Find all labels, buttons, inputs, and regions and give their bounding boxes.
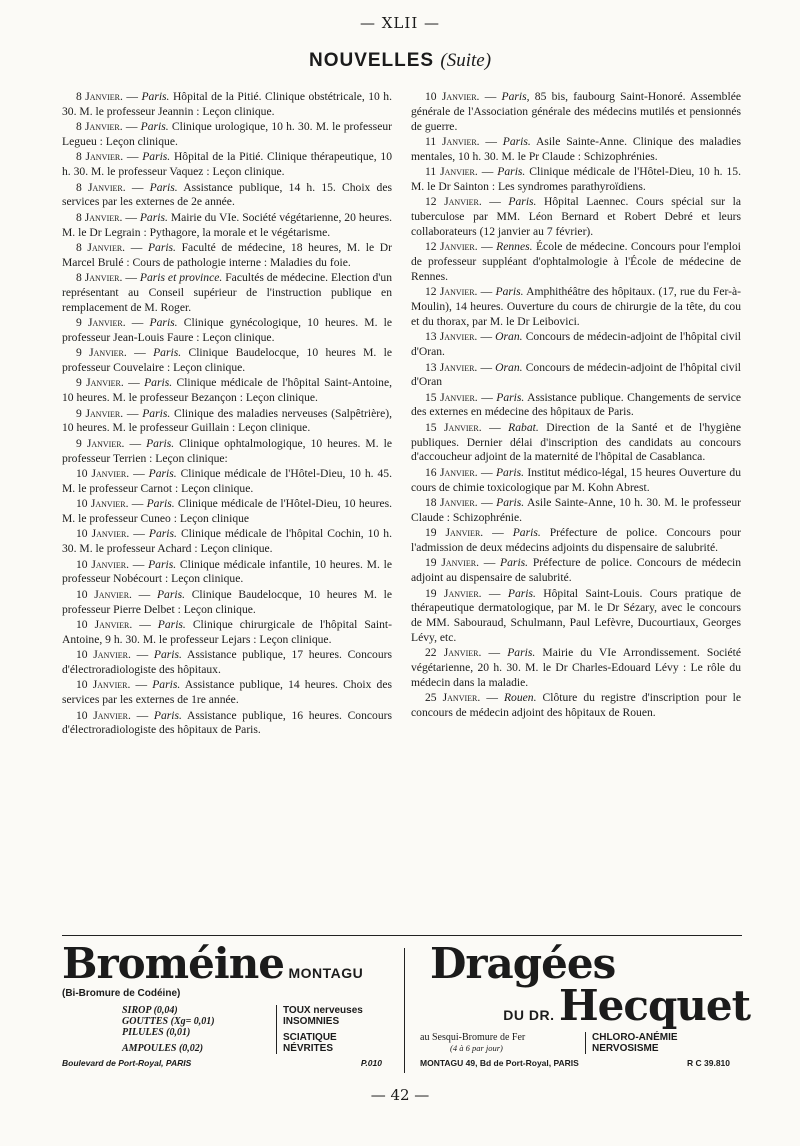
ad-dragees-hecquet xyxy=(420,939,750,1082)
news-entry: 10 Janvier. — Paris. Clinique médicale de l'Hôtel-Dieu, 10 h. 45. M. le professeur Carnot : Leçon clinique. xyxy=(62,467,392,495)
entry-date: 19 Janvier. xyxy=(425,526,484,540)
news-entry: 15 Janvier. — Rabat. Direction de la Santé et de l'hygiène publiques. Dernier délai d'inscription des candidats au concours d'accoucheur adjoint de la maternité de l'hôpital de Casablanca. xyxy=(411,420,742,464)
entry-city: Paris. xyxy=(139,210,168,224)
entry-date: 8 Janvier. xyxy=(76,240,126,254)
ad-form: SIROP (0,04) xyxy=(122,1005,178,1016)
entry-text: Amphithéâtre des hôpitaux. (17, rue du Fer-à-Moulin), 14 heures. Ouverture du cours de chirurgie de la tête, du cou et du thorax, par M. le Dr Leibovici. xyxy=(411,285,741,328)
ad-dragees-indication: NERVOSISME xyxy=(592,1043,659,1054)
entry-text: Préfecture de police. Concours pour l'admission de deux médecins adjoints du dispensaire de salubrité. xyxy=(411,526,742,555)
entry-city: Paris. xyxy=(141,90,170,103)
entry-city: Paris. xyxy=(147,240,176,254)
ad-bromeine-address: Boulevard de Port-Royal, PARIS xyxy=(62,1058,192,1068)
entry-text: Hôpital de la Pitié. Clinique obstétricale, 10 h. 30. M. le professeur Jeannin : Leçon clinique. xyxy=(62,90,392,118)
entry-text: Hôpital Laennec. Cours spécial sur la tuberculose par MM. Léon Bernard et Robert Debré et leurs collaborateurs (12 janvier au 7 février). xyxy=(411,195,741,238)
entry-date: 18 Janvier. xyxy=(425,496,478,510)
news-entry: 10 Janvier. — Paris. Clinique chirurgicale de l'hôpital Saint-Antoine, 9 h. 30. M. le professeur Lejars : Leçon clinique. xyxy=(62,617,393,646)
entry-text: Clinique chirurgicale de l'hôpital Saint-Antoine, 9 h. 30. M. le professeur Lejars : Leçon clinique. xyxy=(62,617,393,646)
entry-date: 8 Janvier. xyxy=(76,120,123,134)
entry-text: Clinique médicale de l'Hôtel-Dieu, 10 heures. M. le professeur Cuneo : Leçon clinique xyxy=(62,497,393,526)
entry-text: Facultés de médecine. Election d'un représentant au Conseil supérieur de l'instruction publique en remplacement de M. Roger. xyxy=(62,271,392,314)
right-column xyxy=(411,90,741,722)
ad-dragees-line1: au Sesqui-Bromure de Fer xyxy=(420,1032,526,1043)
entry-text: Clinique Baudelocque, 10 heures M. le professeur Couvelaire : Leçon clinique. xyxy=(62,346,392,375)
news-entry: 10 Janvier. — Paris. Assistance publique, 14 heures. Choix des services par les externes de 1re année. xyxy=(62,678,393,707)
entry-date: 11 Janvier. xyxy=(425,134,480,148)
entry-text: Clôture du registre d'inscription pour le concours de médecin adjoint des hôpitaux de Rouen. xyxy=(411,691,741,720)
news-entry: 12 Janvier. — Paris. Hôpital Laennec. Cours spécial sur la tuberculose par MM. Léon Bernard et Robert Debré et leurs collaborateurs (12 janvier au 7 février). xyxy=(411,195,741,238)
section-title-suffix: (Suite) xyxy=(440,50,492,71)
news-entry: 8 Janvier. — Paris. Mairie du VIe. Société végétarienne, 20 heures. M. le Dr Legrain : Pythagore, la morale et le végétarisme. xyxy=(62,210,392,239)
entry-date: 9 Janvier. xyxy=(76,406,124,420)
entry-text: 85 bis, faubourg Saint-Honoré. Assemblée générale de l'Association générale des médecins mutilés et pensionnés de guerre. xyxy=(411,90,741,133)
ad-form: PILULES (0,01) xyxy=(122,1027,191,1038)
entry-date: 12 Janvier. xyxy=(425,285,478,299)
ad-indication: TOUX nerveuses xyxy=(283,1005,363,1016)
entry-city: Paris. xyxy=(153,708,182,722)
entry-date: 10 Janvier. xyxy=(76,467,130,481)
news-entry: 15 Janvier. — Paris. Assistance publique. Changements de service des externes en médecine des hôpitaux de Paris. xyxy=(411,390,742,419)
entry-text: Clinique ophtalmologique, 10 heures. M. le professeur Terrien : Leçon clinique: xyxy=(62,436,392,465)
news-entry: 18 Janvier. — Paris. Asile Sainte-Anne, 10 h. 30. M. le professeur Claude : Schizophrénie. xyxy=(411,496,741,524)
ad-dragees-brand: Dragées xyxy=(430,939,616,988)
news-entry: 19 Janvier. — Paris. Préfecture de police. Concours pour l'admission de deux médecins adjoints du dispensaire de salubrité. xyxy=(411,526,742,555)
entry-text: Hôpital de la Pitié. Clinique thérapeutique, 10 h. 30. M. le professeur Vaquez : Leçon clinique. xyxy=(62,150,392,179)
entry-date: 19 Janvier. xyxy=(425,586,482,600)
news-entry: 8 Janvier. — Paris. Faculté de médecine, 18 heures, M. le Dr Marcel Brulé : Cours de pathologie interne : Maladies du foie. xyxy=(62,240,392,269)
entry-city: Paris. xyxy=(157,617,186,631)
entry-text: Clinique médicale de l'Hôtel-Dieu, 10 h. 15. M. le Dr Sainton : Les syndromes parathyroïdiens. xyxy=(411,165,741,193)
ad-bromeine-brand: Broméine xyxy=(62,939,285,988)
news-entry: 19 Janvier. — Paris. Préfecture de police. Concours de médecin adjoint au dispensaire de salubrité. xyxy=(411,556,741,585)
news-entry: 22 Janvier. — Paris. Mairie du VIe Arrondissement. Société végétarienne, 20 h. 30. M. le Dr Charles-Edouard Lévy : Le rôle du médecin dans la maladie. xyxy=(411,646,742,689)
news-entry: 9 Janvier. — Paris. Clinique gynécologique, 10 heures. M. le professeur Jean-Louis Faure : Leçon clinique. xyxy=(62,316,393,344)
news-entry: 19 Janvier. — Paris. Hôpital Saint-Louis. Cours pratique de thérapeutique dermatologique, par M. le Dr Sézary, avec le concours de MM. Sabouraud, Schulmann, Paul Lefèvre, Ducourtiaux, Georges Lévy, etc. xyxy=(411,586,742,644)
news-entry: 8 Janvier. — Paris. Clinique urologique, 10 h. 30. M. le professeur Legueu : Leçon clinique. xyxy=(62,120,392,148)
news-entry: 10 Janvier. — Paris. Clinique Baudelocque, 10 heures M. le professeur Pierre Delbet : Leçon clinique. xyxy=(62,587,393,616)
entry-city: Paris. xyxy=(496,496,525,510)
entry-date: 8 Janvier. xyxy=(76,271,123,285)
entry-city: Rennes. xyxy=(496,240,533,254)
ad-bromeine xyxy=(62,939,402,1082)
entry-text: Assistance publique, 16 heures. Concours d'électroradiologiste des hôpitaux de Paris. xyxy=(62,708,393,737)
entry-date: 10 Janvier. xyxy=(76,497,129,511)
entry-date: 15 Janvier. xyxy=(425,420,482,434)
ad-dragees-code: R C 39.810 xyxy=(687,1058,730,1068)
entry-city: Paris. xyxy=(495,465,524,479)
entry-city: Paris. xyxy=(496,390,525,404)
news-entry: 10 Janvier. — Paris. Assistance publique, 16 heures. Concours d'électroradiologiste des hôpitaux de Paris. xyxy=(62,708,393,737)
entry-city: Paris, xyxy=(501,90,530,103)
entry-text: Clinique Baudelocque, 10 heures M. le professeur Pierre Delbet : Leçon clinique. xyxy=(62,587,393,616)
ad-dragees-indication: CHLORO-ANÉMIE xyxy=(592,1032,678,1043)
news-entry: 12 Janvier. — Rennes. École de médecine. Concours pour l'emploi de professeur suppléant d'ophtalmologie à l'École de médecine de Rennes. xyxy=(411,240,742,283)
news-entry: 10 Janvier. — Paris. Assistance publique, 17 heures. Concours d'électroradiologiste des hôpitaux. xyxy=(62,648,393,676)
ad-bromeine-subtitle: (Bi-Bromure de Codéine) xyxy=(62,988,181,999)
entry-date: 8 Janvier. xyxy=(76,180,126,194)
entry-city: Paris. xyxy=(152,678,181,692)
entry-text: Assistance publique, 17 heures. Concours d'électroradiologiste des hôpitaux. xyxy=(62,648,393,676)
entry-city: Paris. xyxy=(156,587,185,601)
entry-city: Paris. xyxy=(507,586,536,600)
entry-date: 22 Janvier. xyxy=(425,646,482,660)
ad-indication: INSOMNIES xyxy=(283,1016,340,1027)
entry-city: Paris. xyxy=(507,646,536,660)
news-entry: 8 Janvier. — Paris. Hôpital de la Pitié. Clinique obstétricale, 10 h. 30. M. le professeur Jeannin : Leçon clinique. xyxy=(62,90,392,118)
entry-city: Paris. xyxy=(508,195,537,209)
entry-date: 10 Janvier. xyxy=(76,557,129,571)
news-entry: 10 Janvier. — Paris. Clinique médicale de l'hôpital Cochin, 10 h. 30. M. le professeur Achard : Leçon clinique. xyxy=(62,527,392,556)
entry-text: Hôpital Saint-Louis. Cours pratique de thérapeutique dermatologique, par M. le Dr Sézary, avec le concours de MM. Sabouraud, Schulmann, Paul Lefèvre, Ducourtiaux, Georges Lévy, etc. xyxy=(411,586,742,644)
entry-city: Rabat. xyxy=(508,420,539,434)
entry-date: 12 Janvier. xyxy=(425,240,478,254)
entry-city: Paris. xyxy=(500,556,529,570)
ad-indication: SCIATIQUE xyxy=(283,1032,337,1043)
entry-date: 13 Janvier. xyxy=(425,330,478,344)
news-entry: 25 Janvier. — Rouen. Clôture du registre d'inscription pour le concours de médecin adjoint des hôpitaux de Rouen. xyxy=(411,691,741,720)
entry-city: Paris. xyxy=(142,150,171,164)
news-entry: 9 Janvier. — Paris. Clinique des maladies nerveuses (Salpêtrière), 10 heures. M. le professeur Guillain : Leçon clinique. xyxy=(62,406,393,435)
entry-date: 13 Janvier. xyxy=(425,360,478,374)
entry-text: Assistance publique, 14 heures. Choix des services par les externes de 1re année. xyxy=(62,678,393,707)
entry-text: Faculté de médecine, 18 heures, M. le Dr Marcel Brulé : Cours de pathologie interne : Maladies du foie. xyxy=(62,240,392,269)
ad-dragees-du: DU DR. xyxy=(503,1007,555,1023)
entry-city: Paris. xyxy=(495,285,524,299)
news-entry: 8 Janvier. — Paris et province. Facultés de médecine. Election d'un représentant au Conseil supérieur de l'instruction publique en remplacement de M. Roger. xyxy=(62,271,392,314)
news-entry: 13 Janvier. — Oran. Concours de médecin-adjoint de l'hôpital civil d'Oran xyxy=(411,360,742,389)
ad-divider-vertical xyxy=(404,948,405,1073)
news-entry: 13 Janvier. — Oran. Concours de médecin-adjoint de l'hôpital civil d'Oran. xyxy=(411,330,742,359)
entry-city: Paris. xyxy=(146,497,175,511)
entry-date: 19 Janvier. xyxy=(425,556,479,570)
entry-date: 10 Janvier. xyxy=(76,617,133,631)
entry-text: Clinique des maladies nerveuses (Salpêtrière), 10 heures. M. le professeur Guillain : Leçon clinique. xyxy=(62,406,393,435)
news-entry: 8 Janvier. — Paris. Hôpital de la Pitié. Clinique thérapeutique, 10 h. 30. M. le professeur Vaquez : Leçon clinique. xyxy=(62,150,392,179)
entry-date: 10 Janvier. xyxy=(76,648,131,662)
news-entry: 8 Janvier. — Paris. Assistance publique, 14 h. 15. Choix des services par les externes de 2e année. xyxy=(62,180,393,209)
news-entry: 10 Janvier. — Paris. Clinique médicale de l'Hôtel-Dieu, 10 heures. M. le professeur Cuneo : Leçon clinique xyxy=(62,497,393,526)
entry-text: Préfecture de police. Concours de médecin adjoint au dispensaire de salubrité. xyxy=(411,556,741,585)
entry-city: Paris. xyxy=(144,376,173,390)
entry-date: 9 Janvier. xyxy=(76,436,125,450)
news-entry: 9 Janvier. — Paris. Clinique ophtalmologique, 10 heures. M. le professeur Terrien : Leçon clinique: xyxy=(62,436,392,465)
entry-date: 8 Janvier. xyxy=(76,210,123,224)
entry-city: Paris. xyxy=(153,648,182,662)
ad-bromeine-code: P.010 xyxy=(360,1058,382,1068)
news-entry: 10 Janvier. — Paris, 85 bis, faubourg Saint-Honoré. Assemblée générale de l'Association générale des médecins mutilés et pensionnés de guerre. xyxy=(411,90,741,133)
entry-date: 15 Janvier. xyxy=(425,390,478,404)
entry-date: 10 Janvier. xyxy=(76,708,131,722)
ad-bromeine-suffix: MONTAGU xyxy=(288,965,364,981)
entry-date: 10 Janvier. xyxy=(76,587,132,601)
news-entry: 16 Janvier. — Paris. Institut médico-légal, 15 heures Ouverture du cours de chimie toxicologique par M. Kohn Abrest. xyxy=(411,465,742,494)
news-entry: 9 Janvier. — Paris. Clinique Baudelocque, 10 heures M. le professeur Couvelaire : Leçon clinique. xyxy=(62,346,392,375)
entry-date: 12 Janvier. xyxy=(425,195,482,209)
entry-city: Paris. xyxy=(146,436,175,450)
ad-divider-top xyxy=(62,935,742,936)
entry-city: Paris. xyxy=(142,406,171,420)
entry-date: 9 Janvier. xyxy=(76,346,127,360)
entry-text: Concours de médecin-adjoint de l'hôpital civil d'Oran xyxy=(411,360,742,389)
entry-date: 11 Janvier. xyxy=(425,165,478,179)
entry-text: École de médecine. Concours pour l'emploi de professeur suppléant d'ophtalmologie à l'École de médecine de Rennes. xyxy=(411,240,742,283)
entry-text: Asile Sainte-Anne. Clinique des maladies mentales, 10 h. 30. M. le Pr Claude : Schizophrénies. xyxy=(411,134,741,163)
entry-text: Asile Sainte-Anne, 10 h. 30. M. le professeur Claude : Schizophrénie. xyxy=(411,496,741,524)
news-entry: 10 Janvier. — Paris. Clinique médicale infantile, 10 heures. M. le professeur Nobécourt : Leçon clinique. xyxy=(62,557,392,586)
entry-text: Clinique médicale infantile, 10 heures. M. le professeur Nobécourt : Leçon clinique. xyxy=(62,557,392,586)
entry-date: 10 Janvier. xyxy=(76,678,131,692)
entry-date: 10 Janvier. xyxy=(76,527,130,541)
entry-text: Clinique urologique, 10 h. 30. M. le professeur Legueu : Leçon clinique. xyxy=(62,120,392,148)
ad-indication: NÉVRITES xyxy=(283,1043,334,1054)
news-entry: 12 Janvier. — Paris. Amphithéâtre des hôpitaux. (17, rue du Fer-à-Moulin), 14 heures. Ouverture du cours de chirurgie de la tête, du cou et du thorax, par M. le Dr Leibovici. xyxy=(411,285,741,328)
entry-text: Clinique médicale de l'Hôtel-Dieu, 10 h. 45. M. le professeur Carnot : Leçon clinique. xyxy=(62,467,392,495)
ad-dragees-address: MONTAGU 49, Bd de Port-Royal, PARIS xyxy=(420,1058,579,1068)
entry-text: Assistance publique. Changements de service des externes en médecine des hôpitaux de Paris. xyxy=(411,390,742,419)
entry-date: 9 Janvier. xyxy=(76,376,124,390)
entry-city: Paris et province. xyxy=(139,271,223,285)
entry-text: Concours de médecin-adjoint de l'hôpital civil d'Oran. xyxy=(411,330,742,359)
page-number: — 42 — xyxy=(370,1086,430,1104)
ad-form: AMPOULES (0,02) xyxy=(122,1043,204,1054)
section-title xyxy=(0,50,800,72)
entry-city: Oran. xyxy=(495,330,523,344)
entry-city: Paris. xyxy=(148,527,177,541)
entry-city: Paris. xyxy=(148,467,177,481)
entry-text: Clinique médicale de l'hôpital Cochin, 10 h. 30. M. le professeur Achard : Leçon clinique. xyxy=(62,527,392,556)
section-title-text: NOUVELLES xyxy=(308,50,435,71)
entry-text: Clinique gynécologique, 10 heures. M. le professeur Jean-Louis Faure : Leçon clinique. xyxy=(62,316,393,344)
entry-city: Paris. xyxy=(497,165,526,179)
news-entry: 11 Janvier. — Paris. Asile Sainte-Anne. Clinique des maladies mentales, 10 h. 30. M. le Pr Claude : Schizophrénies. xyxy=(411,134,741,163)
entry-city: Rouen. xyxy=(503,691,537,705)
entry-city: Paris. xyxy=(149,316,178,330)
left-column xyxy=(62,90,392,739)
entry-city: Paris. xyxy=(512,526,541,540)
news-entry: 11 Janvier. — Paris. Clinique médicale de l'Hôtel-Dieu, 10 h. 15. M. le Dr Sainton : Les syndromes parathyroïdiens. xyxy=(411,165,741,193)
ad-dragees-name: Hecquet xyxy=(558,981,750,1030)
entry-text: Institut médico-légal, 15 heures Ouverture du cours de chimie toxicologique par M. Kohn Abrest. xyxy=(411,465,742,494)
entry-city: Paris. xyxy=(148,557,177,571)
entry-text: Direction de la Santé et de l'hygiène publiques. Dernier délai d'inscription des candidats au concours d'accoucheur adjoint de la maternité de l'hôpital de Casablanca. xyxy=(411,420,742,464)
entry-city: Oran. xyxy=(495,360,523,374)
entry-date: 8 Janvier. xyxy=(76,150,124,164)
entry-text: Mairie du VIe. Société végétarienne, 20 heures. M. le Dr Legrain : Pythagore, la morale et le végétarisme. xyxy=(62,210,392,239)
entry-date: 25 Janvier. xyxy=(425,691,481,705)
ad-dragees-dose: (4 à 6 par jour) xyxy=(450,1043,503,1053)
entry-text: Clinique médicale de l'hôpital Saint-Antoine, 10 heures. M. le professeur Bezançon : Leçon clinique. xyxy=(62,376,393,405)
entry-date: 10 Janvier. xyxy=(425,90,480,103)
entry-city: Paris. xyxy=(140,120,169,134)
entry-date: 16 Janvier. xyxy=(425,465,478,479)
page-number-roman: — XLII — xyxy=(359,14,441,32)
entry-city: Paris. xyxy=(502,134,531,148)
entry-date: 8 Janvier. xyxy=(76,90,123,103)
ad-form: GOUTTES (Xg= 0,01) xyxy=(122,1016,215,1027)
entry-city: Paris. xyxy=(149,180,178,194)
entry-date: 9 Janvier. xyxy=(76,316,126,330)
news-entry: 9 Janvier. — Paris. Clinique médicale de l'hôpital Saint-Antoine, 10 heures. M. le professeur Bezançon : Leçon clinique. xyxy=(62,376,393,405)
entry-text: Assistance publique, 14 h. 15. Choix des services par les externes de 2e année. xyxy=(62,180,393,209)
entry-text: Mairie du VIe Arrondissement. Société végétarienne, 20 h. 30. M. le Dr Charles-Edouard Lévy : Le rôle du médecin dans la maladie. xyxy=(411,646,742,689)
entry-city: Paris. xyxy=(153,346,182,360)
